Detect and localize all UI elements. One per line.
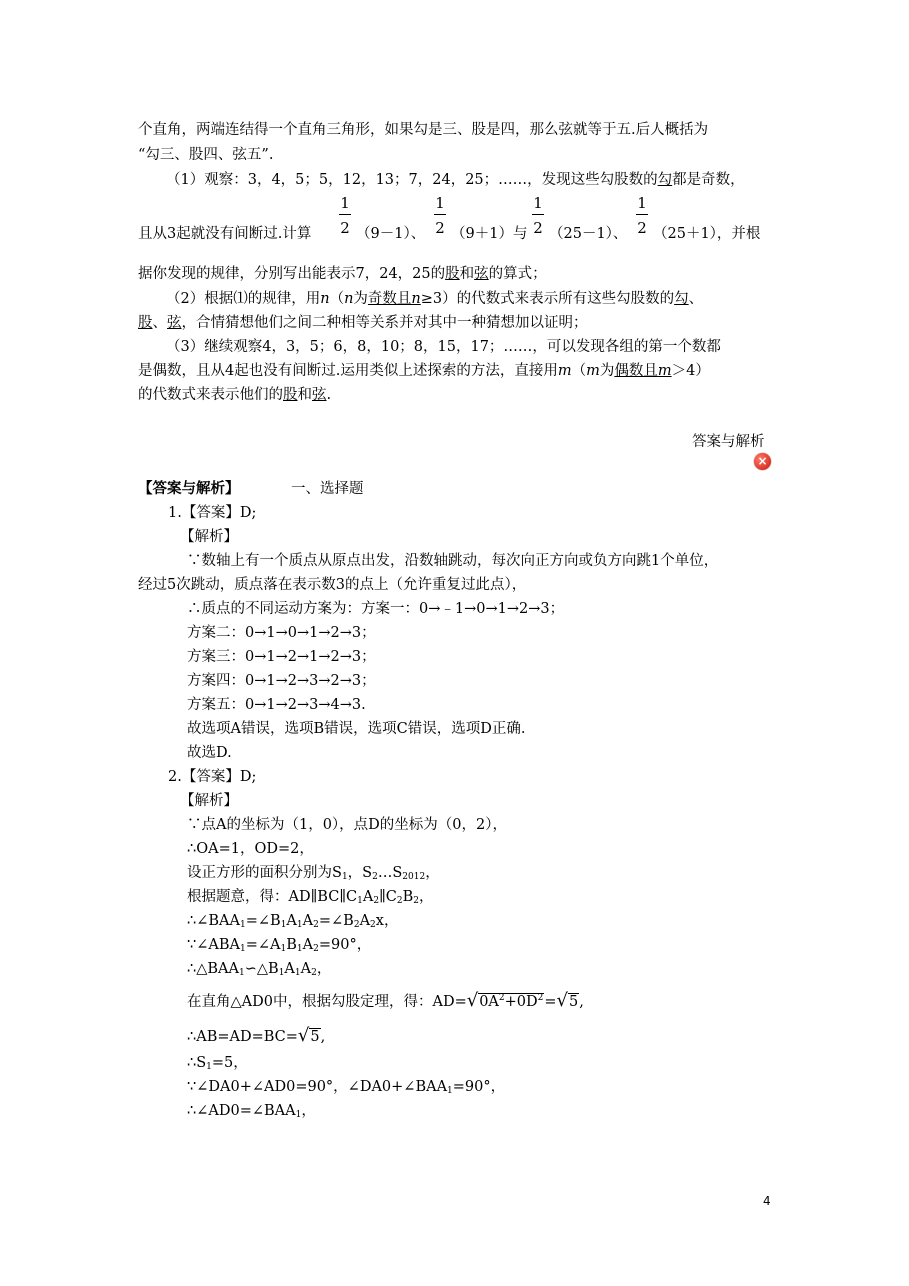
q3-var: m xyxy=(657,363,672,379)
a2-text: , xyxy=(320,1029,326,1045)
answers-section-row xyxy=(291,479,364,499)
fraction-denominator: 2 xyxy=(435,219,445,237)
a2-sub: 2012 xyxy=(402,872,426,882)
q2-text: 、 xyxy=(688,291,704,307)
fraction-4 xyxy=(636,194,648,237)
a1-answer xyxy=(168,503,256,523)
fraction-bar xyxy=(532,214,544,217)
q2-text: ，合情猜想他们之间二种相等关系并对其中一种猜想加以证明； xyxy=(181,315,588,331)
a2-sub: 1 xyxy=(296,920,303,930)
a2-sub: 2 xyxy=(313,944,319,954)
q3-var: m xyxy=(557,363,572,379)
fraction-numerator: 1 xyxy=(340,194,350,212)
q1-text: 和 xyxy=(459,266,475,282)
fraction-numerator: 1 xyxy=(533,194,543,212)
a2-text: 设正方形的面积分别为S xyxy=(187,865,342,881)
a2-text: ∵∠ABA xyxy=(187,937,240,953)
q2-var: n xyxy=(320,291,330,307)
a2-text: A xyxy=(284,961,295,977)
q1-text: 据你发现的规律，分别写出能表示7，24，25的 xyxy=(138,266,446,282)
a2-sub: 1 xyxy=(238,968,245,978)
a2-sub: 2 xyxy=(353,920,360,930)
a1-l9 xyxy=(187,743,232,763)
answers-heading-row xyxy=(138,479,240,499)
a1-line: 方案三：0→1→2→1→2→3； xyxy=(187,649,376,665)
a2-text: ∽△B xyxy=(244,961,279,977)
q3-text: 是偶数，且从4起也没有间断过.运用类似上述探索的方法，直接用 xyxy=(138,363,558,379)
a2-sub: 1 xyxy=(447,1086,453,1096)
fraction-2 xyxy=(434,194,446,237)
a2-l5 xyxy=(187,911,398,935)
answer-toggle-link[interactable] xyxy=(692,432,765,452)
a2-sub: 1 xyxy=(357,896,363,906)
a2-jx xyxy=(180,791,238,811)
a2-text: ∴AB=AD=BC= xyxy=(187,1029,298,1045)
page-number: 4 xyxy=(763,1194,771,1208)
q2-text: （2）根据⑴的规律，用 xyxy=(166,291,321,307)
a2-answer xyxy=(168,767,256,787)
q1-line-2e xyxy=(653,224,760,244)
a1-l8 xyxy=(187,719,525,739)
q1-text: （1）观察：3，4，5；5，12，13；7，24，25；……，发现这些勾股数的 xyxy=(166,172,658,188)
a2-text: =5， xyxy=(211,1055,248,1071)
fraction-denominator: 2 xyxy=(637,219,647,237)
q3-line-1 xyxy=(166,337,721,357)
q1-line-2d xyxy=(549,224,627,244)
a2-text: x， xyxy=(375,913,399,929)
fraction-bar xyxy=(434,214,446,217)
fraction-denominator: 2 xyxy=(340,219,350,237)
a2-text: 在直角△AD0中，根据勾股定理，得：AD= xyxy=(187,993,467,1010)
q2-line-1 xyxy=(166,289,703,309)
fraction-bar xyxy=(636,214,648,217)
a2-text: = xyxy=(544,993,557,1010)
q2-text: 、 xyxy=(152,315,167,331)
q3-var: m xyxy=(586,363,600,379)
a2-text: ∴S xyxy=(187,1055,207,1071)
a2-sub: 1 xyxy=(294,968,301,978)
q3-line-3 xyxy=(138,385,331,405)
q3-underlined: 股 xyxy=(283,387,298,403)
intro-line-2 xyxy=(138,145,273,165)
a2-l7 xyxy=(187,959,331,983)
a2-sub: 1 xyxy=(280,920,287,930)
a2-text: A xyxy=(300,961,312,977)
q1-line-1 xyxy=(166,170,745,190)
q1-text: 都是奇数， xyxy=(672,172,745,188)
sqrt-5: √5 xyxy=(297,1025,320,1046)
a2-text: =∠B xyxy=(318,913,354,929)
intro-text-1: 个直角，两端连结得一个直角三角形，如果勾是三、股是四，那么弦就等于五.后人概括为 xyxy=(138,122,709,138)
q1-underlined: 弦 xyxy=(474,266,489,282)
q1-text: （9－1）、 xyxy=(356,226,426,242)
q1-underlined: 股 xyxy=(445,266,460,282)
a1-line: ∵数轴上有一个质点从原点出发，沿数轴跳动，每次向正方向或负方向跳1个单位， xyxy=(187,553,719,569)
q1-text: 且从3起就没有间断过.计算 xyxy=(138,226,312,242)
a2-sub: 2 xyxy=(413,896,419,906)
a2-text: =∠B xyxy=(245,913,281,929)
close-icon[interactable]: × xyxy=(754,453,771,470)
a2-text: 5 xyxy=(310,1029,320,1045)
q1-line-3 xyxy=(138,264,547,284)
fraction-bar xyxy=(339,214,351,217)
a2-text: +0D xyxy=(504,993,538,1010)
q1-text: （25－1）、 xyxy=(549,226,628,242)
a2-text: 0A xyxy=(479,993,499,1010)
a2-text: A xyxy=(359,913,371,929)
a2-text: , xyxy=(579,993,584,1010)
q3-text: 和 xyxy=(297,387,312,403)
answers-section-title: 一、选择题 xyxy=(291,481,364,497)
a2-sub: 2 xyxy=(373,896,380,906)
q1-text: 的算式； xyxy=(488,266,547,282)
fraction-1 xyxy=(339,194,351,237)
a2-text: ∴∠AD0=∠BAA xyxy=(187,1103,296,1119)
a1-line: 方案五：0→1→2→3→4→3. xyxy=(187,697,366,713)
a2-text: A xyxy=(302,937,314,953)
a2-sub: 1 xyxy=(341,872,348,882)
q2-line-2 xyxy=(138,313,588,333)
a2-sup: 2 xyxy=(537,993,544,1003)
fraction-numerator: 1 xyxy=(435,194,445,212)
q2-text: （ xyxy=(329,291,345,307)
a2-l1 xyxy=(187,815,507,835)
a2-sub: 1 xyxy=(206,1062,212,1072)
a2-sub: 1 xyxy=(239,944,246,954)
intro-text-2: “勾三、股四、弦五”. xyxy=(138,147,274,163)
a2-sub: 2 xyxy=(396,896,403,906)
a2-text: A xyxy=(286,913,297,929)
fraction-numerator: 1 xyxy=(637,194,647,212)
a2-text: =∠A xyxy=(245,937,281,953)
q1-text: （9＋1）与 xyxy=(451,226,528,242)
a2-text: ∴∠BAA xyxy=(187,913,240,929)
a2-jx-text: 【解析】 xyxy=(180,793,238,809)
sqrt-5: √5 xyxy=(556,989,579,1011)
q3-line-2 xyxy=(138,361,710,381)
a2-text: A xyxy=(362,889,374,905)
a2-text: =90°， xyxy=(318,937,372,953)
a1-line: 方案二：0→1→0→1→2→3； xyxy=(187,625,376,641)
a1-l5 xyxy=(187,647,376,667)
a1-line: ∴质点的不同运动方案为：方案一：0→﹣1→0→1→2→3； xyxy=(187,601,565,617)
q2-text: ≥3）的代数式来表示所有这些勾股数的 xyxy=(420,291,675,307)
a1-l7 xyxy=(187,695,366,715)
a1-jx-text: 【解析】 xyxy=(180,529,238,545)
a1-l1 xyxy=(187,551,718,571)
fraction-denominator: 2 xyxy=(533,219,543,237)
a1-line: 故选D. xyxy=(187,745,232,761)
a1-l6 xyxy=(187,671,376,691)
a2-l10 xyxy=(187,1053,248,1077)
a2-text: B xyxy=(286,937,297,953)
a1-l2 xyxy=(138,575,526,595)
q3-underlined: 弦 xyxy=(312,387,327,403)
a2-sub: 1 xyxy=(278,968,285,978)
a2-l4 xyxy=(187,887,433,911)
a2-text: …S xyxy=(377,865,403,881)
a2-sub: 1 xyxy=(280,944,287,954)
a2-text: 5 xyxy=(569,993,579,1010)
a2-sub: 1 xyxy=(296,944,303,954)
fraction-3 xyxy=(532,194,544,237)
q1-line-2a xyxy=(138,224,311,244)
a2-line: ∵点A的坐标为（1，0），点D的坐标为（0，2）， xyxy=(187,817,507,833)
a2-l9 xyxy=(187,1026,325,1047)
q3-text: 的代数式来表示他们的 xyxy=(138,387,283,403)
q1-line-2b xyxy=(356,224,425,244)
q2-underlined: 弦 xyxy=(167,315,182,331)
a2-text: ， xyxy=(425,865,440,881)
q3-text: （ xyxy=(571,363,587,379)
q1-text: （25＋1），并根 xyxy=(653,226,761,242)
a1-line: 方案四：0→1→2→3→2→3； xyxy=(187,673,376,689)
q2-var: n xyxy=(411,291,421,307)
a1-jx xyxy=(180,527,238,547)
sqrt-expression: $√0A^2+0D^2$ xyxy=(466,989,544,1011)
a2-sub: 2 xyxy=(370,920,376,930)
q3-text: 为 xyxy=(599,363,615,379)
a2-l12 xyxy=(187,1101,316,1125)
q2-underlined: 奇数且 xyxy=(367,291,412,307)
a1-l4 xyxy=(187,623,376,643)
q2-text: 为 xyxy=(353,291,368,307)
q3-text: （3）继续观察4，3，5；6，8，10；8，15，17；……，可以发现各组的第一个数都 xyxy=(166,339,721,355)
a2-sub: 2 xyxy=(372,872,378,882)
a1-answer-text: 1.【答案】D; xyxy=(168,505,257,521)
a1-l3 xyxy=(187,599,564,619)
a2-text: 根据题意，得：AD∥BC∥C xyxy=(187,889,358,905)
a2-text: ， xyxy=(316,961,332,977)
a2-text: ∴△BAA xyxy=(187,961,239,977)
a2-l11 xyxy=(187,1077,505,1101)
a2-sub: 1 xyxy=(295,1110,302,1120)
a1-line: 故选项A错误，选项B错误，选项C错误，选项D正确. xyxy=(187,721,526,737)
answer-toggle-label: 答案与解析 xyxy=(692,434,765,450)
a2-line: ∴OA=1，OD=2， xyxy=(187,841,314,857)
q3-text: . xyxy=(326,387,332,403)
a2-sub: 1 xyxy=(239,920,246,930)
q2-underlined: 股 xyxy=(138,315,153,331)
q1-underlined: 勾 xyxy=(657,172,673,188)
a2-text: ， xyxy=(418,889,434,905)
q2-underlined: 勾 xyxy=(674,291,689,307)
a2-text: ， xyxy=(301,1103,316,1119)
a2-text: B xyxy=(402,889,414,905)
a2-text: ∵∠DA0+∠AD0=90°，∠DA0+∠BAA xyxy=(187,1079,448,1095)
a2-sup: 2 xyxy=(498,993,505,1003)
a2-answer-text: 2.【答案】D; xyxy=(168,769,257,785)
q3-text: ＞4） xyxy=(671,363,710,379)
a2-text: ，S xyxy=(347,865,373,881)
a2-l3 xyxy=(187,863,440,887)
a2-text: =90°， xyxy=(452,1079,506,1095)
a2-l2 xyxy=(187,839,314,859)
q3-underlined: 偶数且 xyxy=(614,363,658,379)
a2-l6 xyxy=(187,935,371,959)
q2-var: n xyxy=(344,291,354,307)
a2-sub: 2 xyxy=(311,968,317,978)
a2-text: ∥C xyxy=(379,889,397,905)
intro-line-1 xyxy=(138,120,708,140)
a2-sub: 2 xyxy=(313,920,319,930)
a2-text: A xyxy=(302,913,314,929)
a1-line: 经过5次跳动，质点落在表示数3的点上（允许重复过此点）， xyxy=(138,577,527,593)
a2-l8 xyxy=(187,985,584,1015)
answers-heading: 【答案与解析】 xyxy=(138,480,240,497)
q1-line-2c xyxy=(451,224,527,244)
